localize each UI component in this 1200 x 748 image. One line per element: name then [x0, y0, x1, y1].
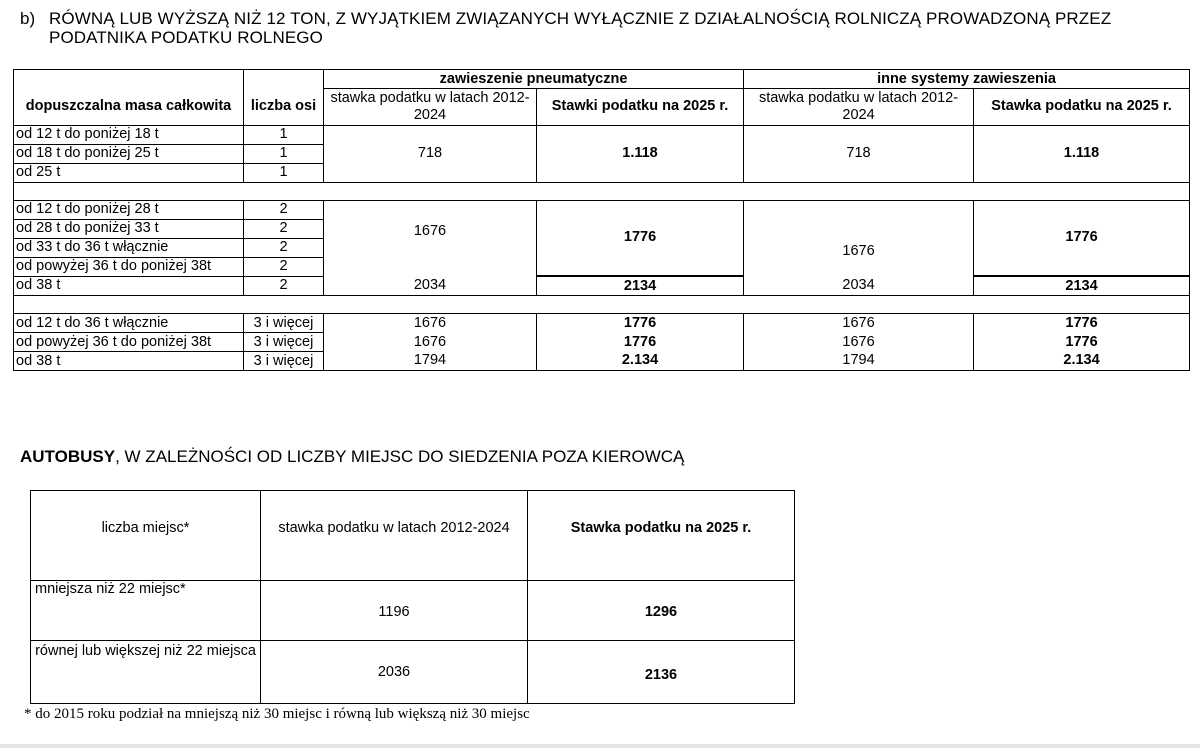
bus-title-bold: AUTOBUSY — [20, 447, 116, 466]
rate-old-cell: 1196 — [261, 581, 528, 641]
mass-cell: od 33 t do 36 t włącznie — [14, 238, 244, 257]
table-row — [31, 581, 795, 641]
bus-title-rest: , W ZALEŻNOŚCI OD LICZBY MIEJSC DO SIEDZENIA POZA KIEROWCĄ — [115, 447, 685, 466]
rate-old-other: 1676 — [744, 314, 974, 333]
rate-new-other: 1776 — [974, 200, 1190, 276]
axles-cell: 2 — [244, 276, 324, 296]
bus-tax-table — [30, 490, 795, 704]
spacer-row — [14, 182, 1190, 200]
truck-tax-table — [13, 69, 1190, 371]
axles-cell: 1 — [244, 163, 324, 182]
rate-new-pneumatic: 1776 — [537, 200, 744, 276]
group-header-pneumatic: zawieszenie pneumatyczne — [324, 70, 744, 89]
table-header-row — [14, 89, 1190, 126]
axles-cell: 3 i więcej — [244, 352, 324, 371]
rate-old-pneumatic: 718 — [324, 125, 537, 182]
column-header-axles: liczba osi — [244, 89, 324, 126]
spacer-row — [14, 296, 1190, 314]
column-header-rate-years-pneumatic: stawka podatku w latach 2012-2024 — [324, 89, 537, 126]
column-header-rate-years-other: stawka podatku w latach 2012-2024 — [744, 89, 974, 126]
column-header-rate-2025: Stawka podatku na 2025 r. — [528, 491, 795, 581]
axles-cell: 2 — [244, 257, 324, 276]
rate-new-other: 1776 — [974, 333, 1190, 352]
bus-section-title — [20, 447, 684, 467]
group-header-other: inne systemy zawieszenia — [744, 70, 1190, 89]
axles-cell: 1 — [244, 144, 324, 163]
table-row — [14, 314, 1190, 333]
column-header-seats: liczba miejsc* — [31, 491, 261, 581]
mass-cell: od powyżej 36 t do poniżej 38t — [14, 333, 244, 352]
mass-cell: od powyżej 36 t do poniżej 38t — [14, 257, 244, 276]
axles-cell: 1 — [244, 125, 324, 144]
footnote: * do 2015 roku podział na mniejszą niż 30 miejsc i równą lub większą niż 30 miejsc — [24, 706, 530, 722]
column-header-mass: dopuszczalna masa całkowita — [14, 89, 244, 126]
mass-cell: od 28 t do poniżej 33 t — [14, 219, 244, 238]
rate-new-pneumatic: 2134 — [537, 276, 744, 296]
axles-cell: 2 — [244, 200, 324, 219]
seats-cell: mniejsza niż 22 miejsc* — [31, 581, 261, 641]
rate-new-pneumatic: 1776 — [537, 314, 744, 333]
rate-old-pneumatic: 1676 — [324, 200, 537, 276]
table-row — [14, 333, 1190, 352]
seats-cell: równej lub większej niż 22 miejsca — [31, 641, 261, 704]
rate-old-other: 718 — [744, 125, 974, 182]
mass-cell: od 12 t do 36 t włącznie — [14, 314, 244, 333]
mass-cell: od 25 t — [14, 163, 244, 182]
section-marker: b) — [20, 9, 36, 28]
rate-old-pneumatic: 1676 — [324, 333, 537, 352]
rate-old-other: 1676 — [744, 200, 974, 276]
rate-old-cell: 2036 — [261, 641, 528, 704]
mass-cell: od 12 t do poniżej 18 t — [14, 125, 244, 144]
rate-new-other: 2.134 — [974, 352, 1190, 371]
rate-old-pneumatic: 1676 — [324, 314, 537, 333]
rate-new-cell: 2136 — [528, 641, 795, 704]
rate-new-pneumatic: 1.118 — [537, 125, 744, 182]
rate-new-other: 1.118 — [974, 125, 1190, 182]
table-row — [14, 125, 1190, 144]
axles-cell: 3 i więcej — [244, 314, 324, 333]
axles-cell: 2 — [244, 219, 324, 238]
rate-new-cell: 1296 — [528, 581, 795, 641]
mass-cell: od 38 t — [14, 352, 244, 371]
mass-cell: od 12 t do poniżej 28 t — [14, 200, 244, 219]
section-title: RÓWNĄ LUB WYŻSZĄ NIŻ 12 TON, Z WYJĄTKIEM ZWIĄZANYCH WYŁĄCZNIE Z DZIAŁALNOŚCIĄ ROLNICZĄ PROWADZONĄ PRZEZ PODATNIKA PODATKU ROLNEGO — [49, 9, 1112, 47]
table-row — [14, 352, 1190, 371]
column-header-rate-years: stawka podatku w latach 2012-2024 — [261, 491, 528, 581]
rate-new-pneumatic: 2.134 — [537, 352, 744, 371]
page-bottom-divider — [0, 744, 1200, 748]
rate-old-pneumatic: 1794 — [324, 352, 537, 371]
column-header-rate-2025-other: Stawka podatku na 2025 r. — [974, 89, 1190, 126]
rate-new-other: 2134 — [974, 276, 1190, 296]
column-header-rate-2025-pneumatic: Stawki podatku na 2025 r. — [537, 89, 744, 126]
rate-old-other: 1794 — [744, 352, 974, 371]
axles-cell: 3 i więcej — [244, 333, 324, 352]
rate-old-pneumatic: 2034 — [324, 276, 537, 296]
rate-new-pneumatic: 1776 — [537, 333, 744, 352]
mass-cell: od 18 t do poniżej 25 t — [14, 144, 244, 163]
table-row — [31, 641, 795, 704]
axles-cell: 2 — [244, 238, 324, 257]
table-header-row — [14, 70, 1190, 89]
table-row — [14, 276, 1190, 296]
rate-old-other: 2034 — [744, 276, 974, 296]
rate-new-other: 1776 — [974, 314, 1190, 333]
table-header-row — [31, 491, 795, 581]
table-row — [14, 200, 1190, 219]
rate-old-other: 1676 — [744, 333, 974, 352]
mass-cell: od 38 t — [14, 276, 244, 296]
